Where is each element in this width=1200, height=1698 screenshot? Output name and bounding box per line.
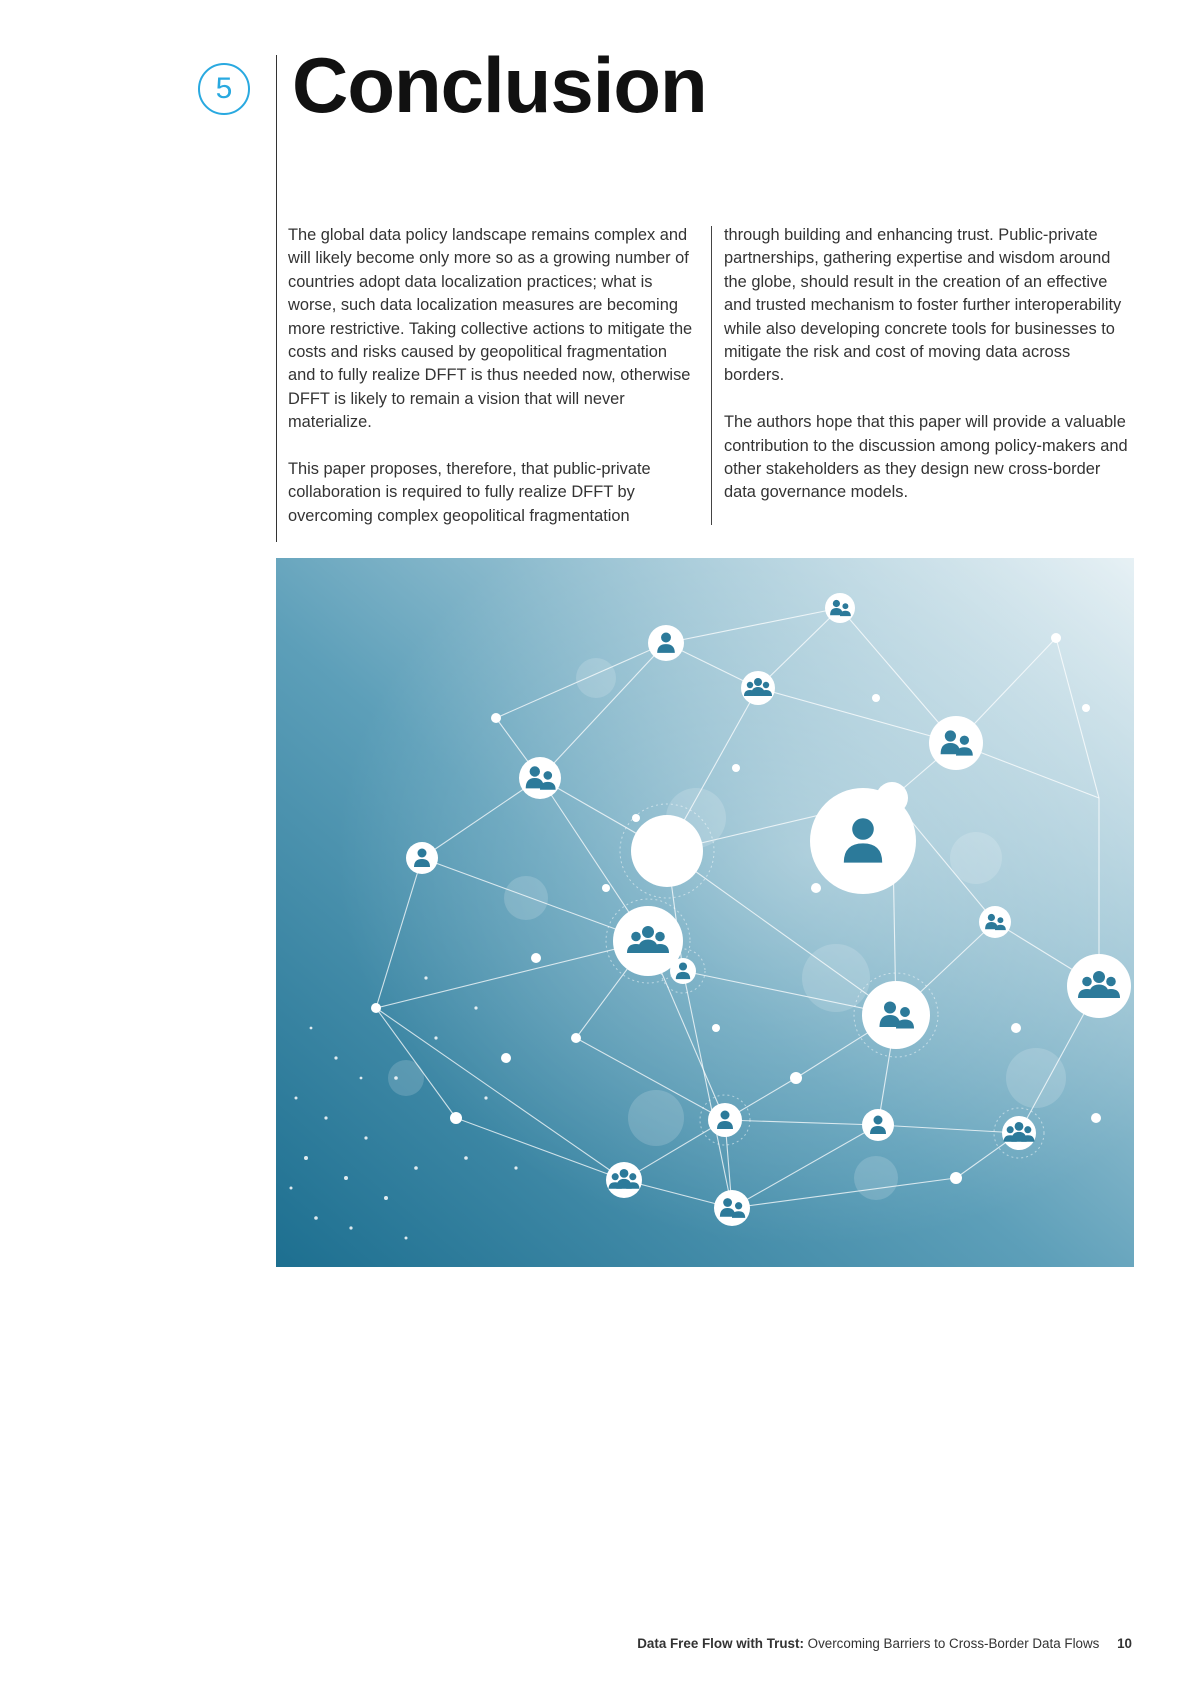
paragraph: through building and enhancing trust. Public-private partnerships, gathering expertise and wisdom around the globe, should result in the creation of an effective and trusted mechanism to foster further interoperability while also developing concrete tools for businesses to mitigate the risk and cost of moving data across borders. — [724, 226, 1122, 385]
text-column-right — [724, 224, 1134, 528]
text-column-left — [288, 224, 698, 552]
paragraph: The authors hope that this paper will provide a valuable contribution to the discussion among policy-makers and other stakeholders as they design new cross-border data governance models. — [724, 413, 1128, 502]
title-divider — [276, 55, 277, 542]
paragraph: The global data policy landscape remains complex and will likely become only more so as a growing number of countries adopt data localization practices; what is worse, such data localization measures are becoming more restrictive. Taking collective actions to mitigate the costs and risks caused by geopolitical fragmentation and to fully realize DFFT is thus needed now, otherwise DFFT is likely to remain a vision that will never materialize. — [288, 226, 693, 432]
column-divider — [711, 226, 712, 525]
network-globe-image — [276, 558, 1134, 1267]
section-number-badge: 5 — [198, 63, 250, 115]
page-number: 10 — [1117, 1636, 1132, 1651]
page-title: Conclusion — [292, 41, 707, 129]
footer-report-title: Data Free Flow with Trust: — [637, 1636, 804, 1651]
paragraph: This paper proposes, therefore, that public-private collaboration is required to fully realize DFFT by overcoming complex geopolitical fragmentation — [288, 460, 651, 525]
footer-subtitle: Overcoming Barriers to Cross-Border Data Flows — [807, 1636, 1100, 1651]
network-globe-illustration — [276, 558, 1134, 1267]
page-footer — [637, 1636, 1132, 1651]
